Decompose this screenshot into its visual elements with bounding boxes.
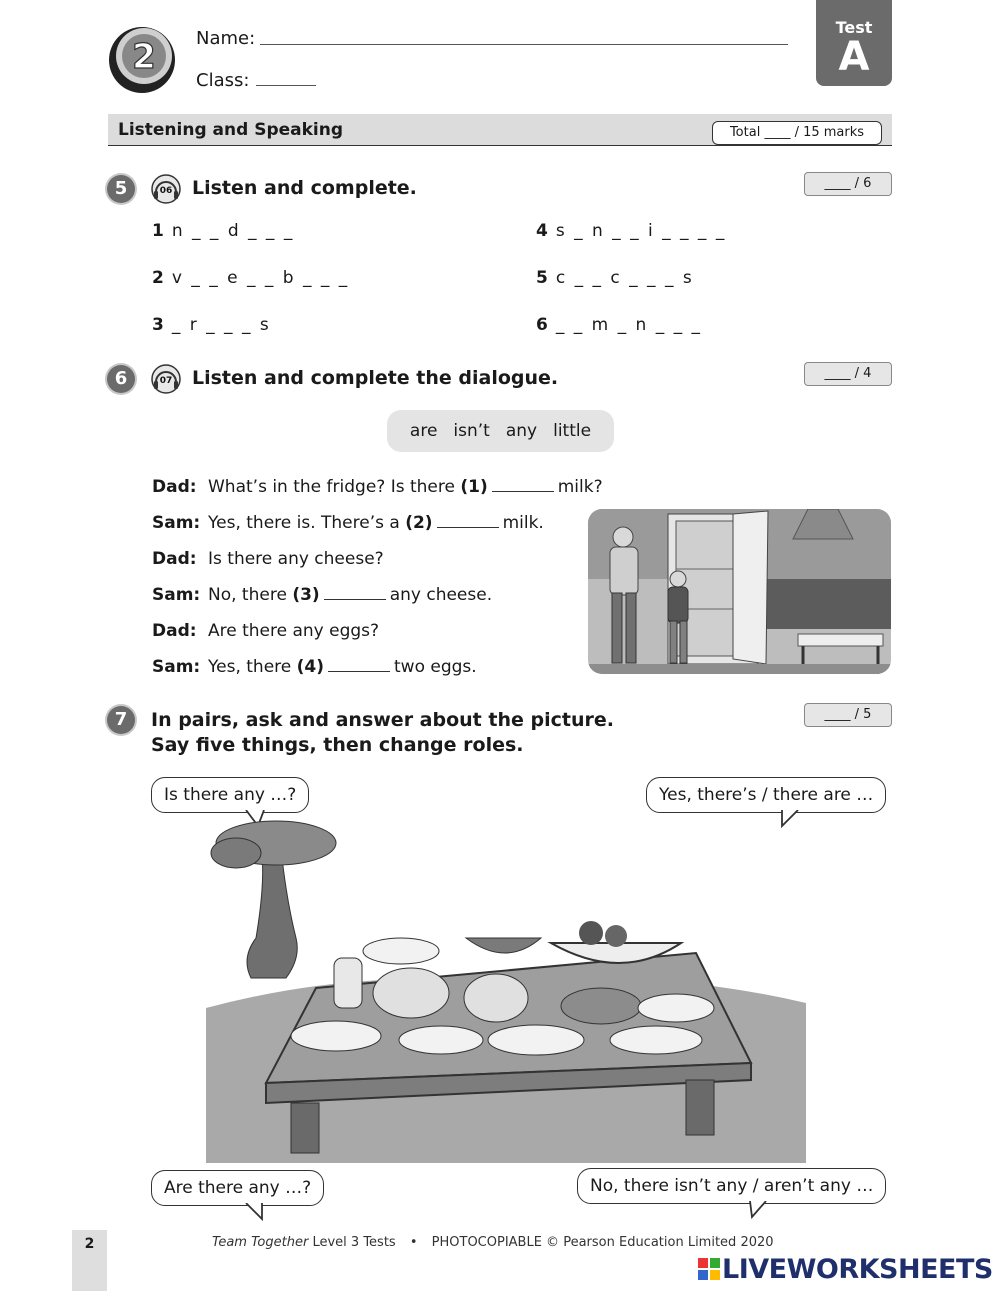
name-label: Name: [196, 28, 256, 49]
word-option: any [505, 421, 538, 441]
speech-bubble-top-left: Is there any …? [151, 777, 309, 813]
exercise-6-title: Listen and complete the dialogue. [192, 367, 559, 389]
answer-blank[interactable] [324, 585, 386, 600]
unit-badge [106, 22, 176, 94]
word-gap-item[interactable]: 3 _ r _ _ _ s [152, 315, 271, 335]
track-07: 07 [159, 376, 173, 386]
copyright: PHOTOCOPIABLE © Pearson Education Limited 2020 [431, 1235, 774, 1250]
dialogue-line: Dad: Is there any cheese? [152, 549, 384, 569]
word-gap-item[interactable]: 2 v _ _ e _ _ b _ _ _ [152, 268, 350, 288]
exercise-7-number: 7 [107, 706, 135, 734]
dialogue-line: Sam: Yes, there is. There’s a (2) milk. [152, 513, 544, 533]
track-06: 06 [159, 186, 173, 196]
speech-bubble-bottom-left: Are there any …? [151, 1170, 324, 1206]
exercise-7-marks: ____ / 5 [804, 703, 892, 727]
brand-name: LIVEWORKSHEETS [722, 1254, 993, 1285]
class-label: Class: [196, 70, 250, 91]
answer-blank[interactable] [437, 513, 499, 528]
dialogue-line: Dad: What’s in the fridge? Is there (1) milk? [152, 477, 603, 497]
page-number: 2 [72, 1230, 107, 1291]
exercise-6-number: 6 [107, 365, 135, 393]
word-option: little [553, 421, 592, 441]
dialogue-line: Sam: Yes, there (4) two eggs. [152, 657, 477, 677]
exercise-7-title-line2: Say five things, then change roles. [151, 734, 524, 756]
headphones-icon [151, 174, 181, 204]
speech-bubble-top-right: Yes, there’s / there are … [646, 777, 886, 813]
answer-blank[interactable] [492, 477, 554, 492]
exercise-7-title [151, 708, 614, 758]
bubble-tail [244, 1203, 268, 1221]
exercise-5-marks: ____ / 6 [804, 172, 892, 196]
book-title: Team Together [212, 1235, 309, 1250]
dialogue-line: Sam: No, there (3) any cheese. [152, 585, 493, 605]
footer-credit [212, 1235, 774, 1250]
word-box [387, 410, 614, 452]
exercise-6-marks: ____ / 4 [804, 362, 892, 386]
dialogue-line: Dad: Are there any eggs? [152, 621, 380, 641]
word-gap-item[interactable]: 1 n _ _ d _ _ _ [152, 221, 295, 241]
word-gap-item[interactable]: 5 c _ _ c _ _ _ s [536, 268, 694, 288]
word-option: isn’t [453, 421, 490, 441]
fridge-illustration [588, 509, 891, 674]
exercise-5-title: Listen and complete. [192, 177, 417, 199]
exercise-7-title-line1: In pairs, ask and answer about the picture. [151, 709, 614, 731]
headphones-icon [151, 364, 181, 394]
test-label: Test [835, 18, 873, 37]
answer-blank[interactable] [328, 657, 390, 672]
liveworksheets-logo[interactable] [698, 1254, 993, 1285]
bubble-tail [746, 1201, 770, 1219]
book-level: Level 3 Tests [312, 1235, 396, 1250]
word-gap-item[interactable]: 4 s _ n _ _ i _ _ _ _ [536, 221, 727, 241]
name-field[interactable] [260, 44, 788, 45]
speech-bubble-bottom-right: No, there isn’t any / aren’t any … [577, 1168, 886, 1204]
word-gap-item[interactable]: 6 _ _ m _ n _ _ _ [536, 315, 703, 335]
section-title: Listening and Speaking [118, 120, 344, 140]
footer-dot: • [409, 1235, 418, 1250]
picnic-illustration [206, 818, 806, 1163]
exercise-5-number: 5 [107, 175, 135, 203]
logo-mark-icon [698, 1258, 722, 1280]
test-tab [816, 0, 892, 86]
class-field[interactable] [256, 85, 316, 86]
unit-number: 2 [132, 37, 156, 77]
test-letter: A [838, 34, 870, 80]
total-marks: Total ____ / 15 marks [712, 121, 882, 145]
word-option: are [409, 421, 438, 441]
